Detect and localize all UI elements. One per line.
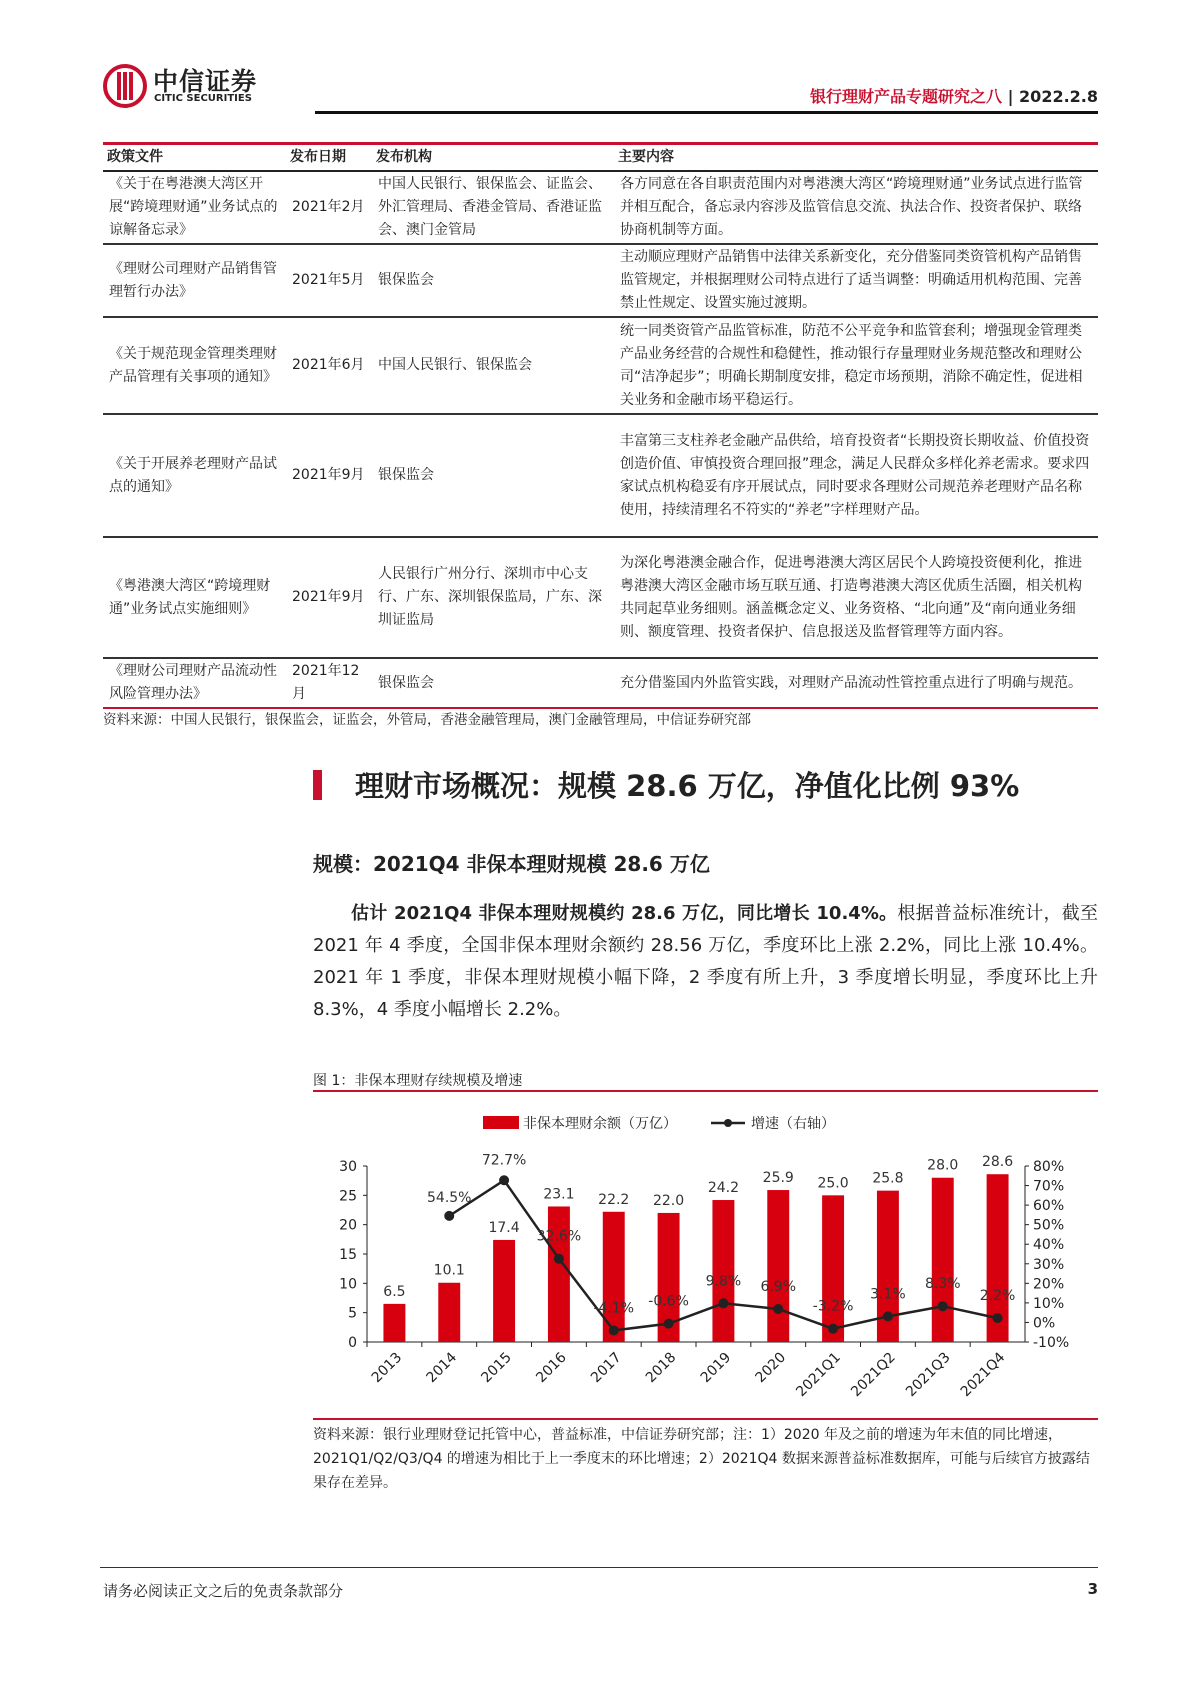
main-content-cell: 丰富第三支柱养老金融产品供给，培育投资者“长期投资长期收益、价值投资创造价值、审慎投资合理回报”理念，满足人民群众多样化养老需求。要求四家试点机构稳妥有序开展试点，同时要求各理财公司规范养老理财产品名称使用，持续清理名不符实的“养老”字样理财产品。 — [620, 432, 1090, 518]
x-tick-label: 2021Q1 — [793, 1349, 844, 1401]
bar — [548, 1206, 570, 1342]
growth-point — [718, 1298, 728, 1308]
growth-point — [993, 1313, 1003, 1323]
y2-tick-label: 30% — [1033, 1256, 1065, 1273]
policy-doc-cell: 《理财公司理财产品流动性风险管理办法》 — [109, 663, 277, 702]
y-tick-label: 0 — [348, 1335, 357, 1351]
main-content-cell: 主动顺应理财产品销售中法律关系新变化，充分借鉴同类资管机构产品销售监管规定，并根据理财公司特点进行了适当调整：明确适用机构范围、完善禁止性规定、设置实施过渡期。 — [620, 249, 1082, 311]
policy-doc-cell: 《关于开展养老理财产品试点的通知》 — [109, 455, 277, 495]
growth-point — [883, 1311, 893, 1321]
y2-tick-label: 50% — [1033, 1217, 1065, 1234]
growth-point — [828, 1324, 838, 1334]
growth-point — [664, 1319, 674, 1329]
figure-caption: 图 1：非保本理财存续规模及增速 — [313, 1073, 523, 1089]
growth-data-label: 3.1% — [870, 1286, 906, 1303]
bar-data-label: 25.8 — [872, 1170, 904, 1187]
x-tick-label: 2021Q2 — [848, 1349, 899, 1401]
y2-tick-label: 80% — [1033, 1159, 1065, 1175]
x-tick-label: 2013 — [368, 1349, 406, 1387]
issuer-cell: 银保监会 — [378, 674, 434, 691]
bar-data-label: 28.6 — [981, 1154, 1014, 1171]
report-header — [810, 84, 1098, 107]
y-tick-label: 30 — [339, 1159, 357, 1175]
bar-data-label: 25.9 — [762, 1170, 794, 1187]
issuer-cell: 中国人民银行、银保监会 — [378, 357, 532, 373]
report-date: 2022.2.8 — [1019, 87, 1098, 106]
publish-date-cell: 2021年5月 — [292, 272, 365, 288]
y-tick-label: 20 — [339, 1217, 357, 1234]
col-header: 主要内容 — [618, 149, 674, 165]
growth-data-label: 6.9% — [760, 1278, 797, 1295]
y2-tick-label: 10% — [1033, 1295, 1065, 1312]
growth-point — [609, 1325, 619, 1335]
footer-rule — [100, 1567, 1098, 1568]
table-row — [103, 658, 1098, 708]
table-row — [103, 414, 1098, 537]
y-tick-label: 25 — [339, 1188, 357, 1205]
page-number: 3 — [1087, 1580, 1098, 1598]
bar-data-label: 6.5 — [383, 1283, 406, 1300]
issuer-cell: 银保监会 — [378, 467, 434, 483]
subsection-title: 规模：2021Q4 非保本理财规模 28.6 万亿 — [313, 852, 710, 876]
growth-data-label: -0.6% — [648, 1293, 689, 1310]
x-tick-label: 2016 — [533, 1349, 570, 1387]
bar — [383, 1304, 405, 1342]
x-tick-label: 2014 — [423, 1349, 461, 1387]
body-paragraph — [313, 898, 1098, 1026]
bar-data-label: 23.1 — [543, 1186, 575, 1203]
col-header: 发布机构 — [376, 149, 432, 165]
growth-data-label: 54.5% — [427, 1189, 472, 1206]
citic-emblem-icon — [103, 64, 147, 108]
growth-point — [499, 1175, 509, 1185]
bar-data-label: 24.2 — [707, 1180, 740, 1197]
table-row — [103, 537, 1098, 658]
table-row — [103, 244, 1098, 317]
y2-tick-label: -10% — [1033, 1335, 1070, 1351]
growth-data-label: -4.1% — [593, 1300, 635, 1317]
table-row — [103, 171, 1098, 244]
col-header: 政策文件 — [107, 149, 163, 165]
publish-date-cell: 2021年9月 — [292, 589, 365, 605]
growth-point — [938, 1301, 948, 1311]
x-tick-label: 2018 — [642, 1349, 680, 1387]
col-header: 发布日期 — [290, 149, 346, 165]
issuer-cell: 人民银行广州分行、深圳市中心支行、广东、深圳银保监局，广东、深圳证监局 — [378, 566, 602, 628]
y2-tick-label: 70% — [1033, 1178, 1065, 1195]
bar — [712, 1200, 734, 1342]
x-tick-label: 2017 — [588, 1349, 625, 1387]
y-tick-label: 5 — [348, 1305, 357, 1322]
x-tick-label: 2020 — [752, 1349, 790, 1387]
publish-date-cell: 2021年9月 — [292, 467, 365, 483]
x-tick-label: 2021Q3 — [902, 1349, 954, 1401]
y2-tick-label: 60% — [1033, 1198, 1065, 1215]
logo-cn-text: 中信证券 — [153, 67, 258, 96]
bar — [932, 1178, 954, 1342]
figure-rule — [313, 1090, 1098, 1092]
bar — [822, 1195, 844, 1342]
y2-tick-label: 0% — [1033, 1315, 1056, 1332]
bar-data-label: 22.2 — [598, 1191, 630, 1208]
report-series: 银行理财产品专题研究之八 — [810, 87, 1003, 106]
legend-bar-label: 非保本理财余额（万亿） — [523, 1116, 677, 1132]
publish-date-cell: 2021年12月 — [292, 663, 360, 702]
citic-logo — [103, 62, 273, 110]
bar-data-label: 28.0 — [927, 1157, 959, 1174]
section-title: 理财市场概况：规模 28.6 万亿，净值化比例 93% — [355, 769, 1020, 803]
y2-tick-label: 40% — [1033, 1237, 1065, 1254]
main-content-cell: 各方同意在各自职责范围内对粤港澳大湾区“跨境理财通”业务试点进行监管并相互配合，备忘录内容涉及监管信息交流、执法合作、投资者保护、联络协商机制等方面。 — [620, 176, 1083, 238]
x-tick-label: 2021Q4 — [957, 1349, 1009, 1401]
growth-data-label: -3.2% — [812, 1298, 854, 1315]
policy-doc-cell: 《关于在粤港澳大湾区开展“跨境理财通”业务试点的谅解备忘录》 — [109, 176, 278, 238]
x-tick-label: 2015 — [478, 1349, 515, 1387]
section-marker — [313, 770, 322, 800]
table-row — [103, 317, 1098, 414]
figure-note: 资料来源：银行业理财登记托管中心，普益标准，中信证券研究部；注：1）2020 年及之前的增速为年末值的同比增速，2021Q1/Q2/Q3/Q4 的增速为相比于上一季度末的环比增速；2）2021Q4 数据来源普益标准数据库，可能与后续官方披露结果存在差异。 — [313, 1427, 1090, 1491]
publish-date-cell: 2021年2月 — [292, 199, 365, 215]
growth-point — [444, 1211, 454, 1221]
figure-bottom-rule — [313, 1418, 1098, 1420]
legend-line-marker — [724, 1119, 732, 1127]
logo-en-text: CITIC SECURITIES — [154, 93, 252, 104]
legend-bar-swatch — [483, 1116, 519, 1129]
main-content-cell: 统一同类资管产品监管标准，防范不公平竞争和监管套利；增强现金管理类产品业务经营的合规性和稳健性，推动银行存量理财业务规范整改和理财公司“洁净起步”；明确长期制度安排，稳定市场预期，消除不确定性，促进相关业务和金融市场平稳运行。 — [620, 322, 1083, 408]
y-tick-label: 10 — [339, 1276, 357, 1293]
issuer-cell: 中国人民银行、银保监会、证监会、外汇管理局、香港金管局、香港证监会、澳门金管局 — [378, 176, 602, 238]
growth-point — [773, 1304, 783, 1314]
growth-point — [554, 1254, 564, 1264]
bar-data-label: 17.4 — [488, 1219, 520, 1236]
para-body: 根据普益标准统计，截至 2021 年 4 季度，全国非保本理财余额约 28.56 万亿，季度环比上涨 2.2%，同比上涨 10.4%。2021 年 1 季度，非保本理财规模小幅下降，2 季度有所上升，3 季度增长明显，季度环比上升 8.3%，4 季度小幅增长 2.2%。 — [313, 903, 1099, 1020]
bar-data-label: 22.0 — [652, 1192, 685, 1209]
growth-data-label: 2.2% — [979, 1288, 1016, 1305]
growth-data-label: 8.3% — [924, 1276, 961, 1293]
bar — [767, 1190, 789, 1342]
bar-data-label: 10.1 — [433, 1262, 465, 1279]
policy-doc-cell: 《关于规范现金管理类理财产品管理有关事项的通知》 — [109, 345, 277, 385]
growth-data-label: 9.8% — [705, 1273, 742, 1290]
policy-doc-cell: 《理财公司理财产品销售管理暂行办法》 — [109, 260, 277, 300]
growth-data-label: 32.6% — [536, 1228, 582, 1245]
y-tick-label: 15 — [339, 1247, 357, 1263]
publish-date-cell: 2021年6月 — [292, 357, 365, 373]
header-rule — [315, 111, 1098, 114]
bar-data-label: 25.0 — [817, 1175, 849, 1192]
growth-data-label: 72.7% — [481, 1152, 527, 1169]
main-content-cell: 充分借鉴国内外监管实践，对理财产品流动性管控重点进行了明确与规范。 — [620, 674, 1082, 691]
table-header-row — [103, 144, 1098, 172]
main-content-cell: 为深化粤港澳金融合作，促进粤港澳大湾区居民个人跨境投资便利化，推进粤港澳大湾区金融市场互联互通、打造粤港澳大湾区优质生活圈，相关机构共同起草业务细则。涵盖概念定义、业务资格、“北向通”及“南向通业务细则、额度管理、投资者保护、信息报送及监督管理等方面内容。 — [620, 554, 1082, 640]
legend-line-label: 增速（右轴） — [751, 1116, 835, 1132]
issuer-cell: 银保监会 — [378, 272, 434, 288]
x-tick-label: 2019 — [697, 1349, 735, 1387]
policy-doc-cell: 《粤港澳大湾区“跨境理财通”业务试点实施细则》 — [109, 577, 271, 617]
table-source: 资料来源：中国人民银行，银保监会，证监会，外管局，香港金融管理局，澳门金融管理局，中信证券研究部 — [103, 712, 751, 728]
bar — [493, 1240, 515, 1342]
footer-disclaimer: 请务必阅读正文之后的免责条款部分 — [103, 1582, 344, 1600]
bar — [438, 1283, 460, 1342]
y2-tick-label: 20% — [1033, 1276, 1065, 1293]
para-lead: 估计 2021Q4 非保本理财规模约 28.6 万亿，同比增长 10.4%。 — [351, 903, 898, 924]
policy-table — [103, 142, 1098, 709]
scale-growth-chart — [313, 1096, 1098, 1416]
header-separator: | — [1007, 87, 1014, 106]
